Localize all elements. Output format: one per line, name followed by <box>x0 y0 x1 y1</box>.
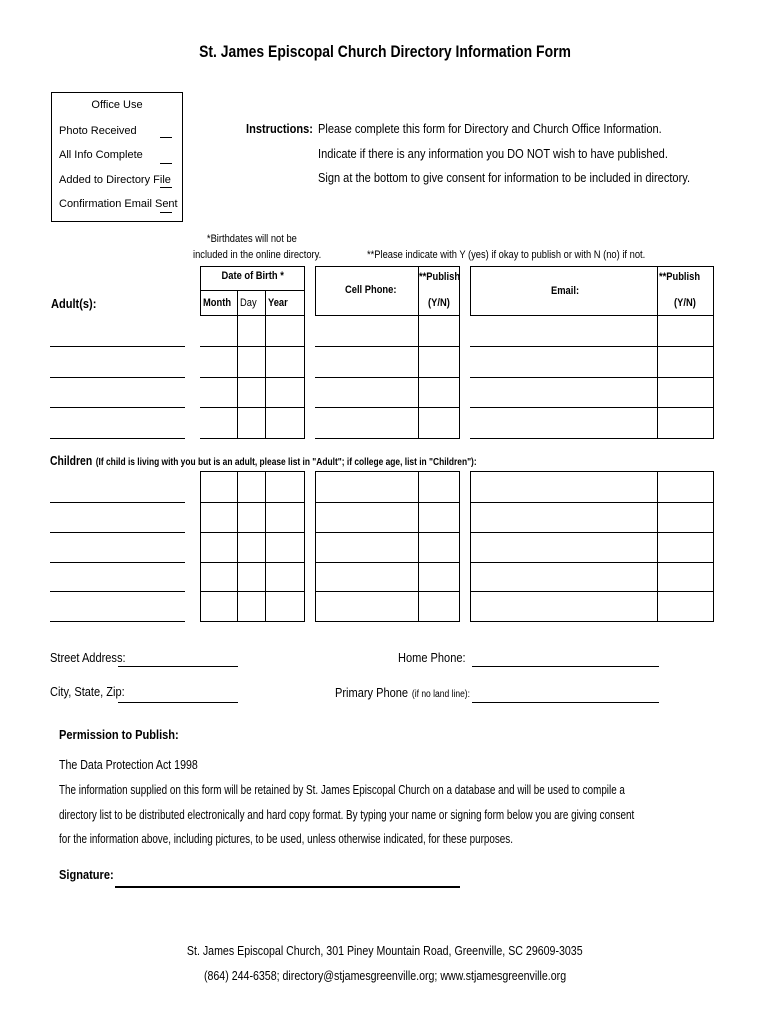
child-cell-field[interactable] <box>315 562 460 563</box>
email-header: Email: <box>551 285 580 297</box>
instructions-line-2: Indicate if there is any information you DO NOT wish to have published. <box>318 146 668 161</box>
adult-cell-field[interactable] <box>315 346 460 347</box>
month-header: Month <box>203 297 232 309</box>
child-email-field[interactable] <box>470 591 714 592</box>
office-check-added-to-directory[interactable] <box>160 187 172 188</box>
adults-label: Adult(s): <box>51 296 97 311</box>
permission-line-1: The information supplied on this form will be retained by St. James Episcopal Church on a database and will be used to compile a <box>59 783 625 797</box>
adult-cell-field[interactable] <box>315 438 460 439</box>
adult-cell-field[interactable] <box>315 377 460 378</box>
data-protection-act: The Data Protection Act 1998 <box>59 758 198 772</box>
adult-email-field[interactable] <box>470 407 714 408</box>
birthdate-note-2: included in the online directory. <box>193 249 322 261</box>
permission-line-2: directory list to be distributed electronically and hard copy format. By typing your name or signing form below you are giving consent <box>59 808 635 822</box>
permission-line-3: for the information above, including pictures, to be used, unless otherwise indicated, for these purposes. <box>59 832 513 846</box>
birthdate-note-1: *Birthdates will not be <box>207 233 297 245</box>
city-state-zip-label: City, State, Zip: <box>50 684 125 699</box>
child-dob-field[interactable] <box>200 562 305 563</box>
footer-contact: (864) 244-6358; directory@stjamesgreenville.org; www.stjamesgreenville.org <box>203 969 567 983</box>
adult-dob-field[interactable] <box>200 407 305 408</box>
child-cell-field[interactable] <box>315 591 460 592</box>
child-cell-field[interactable] <box>315 532 460 533</box>
signature-label: Signature: <box>59 867 114 882</box>
office-item-added-to-directory: Added to Directory File <box>59 174 171 186</box>
office-item-confirmation-email: Confirmation Email Sent <box>59 198 178 210</box>
office-item-all-info-complete: All Info Complete <box>59 149 143 161</box>
adult-name-field[interactable] <box>50 346 185 347</box>
dob-header: Date of Birth * <box>221 270 284 282</box>
child-name-field[interactable] <box>50 591 185 592</box>
city-state-zip-field[interactable] <box>118 702 238 703</box>
child-name-field[interactable] <box>50 532 185 533</box>
instructions-label: Instructions: <box>246 121 313 136</box>
publish-yn-2: (Y/N) <box>674 297 696 309</box>
adult-name-field[interactable] <box>50 377 185 378</box>
instructions-line-1: Please complete this form for Directory and Church Office Information. <box>318 121 662 136</box>
child-dob-field[interactable] <box>200 502 305 503</box>
office-item-photo-received: Photo Received <box>59 125 137 137</box>
primary-phone-label: Primary Phone (if no land line): <box>335 685 470 700</box>
signature-field[interactable] <box>115 886 460 888</box>
day-header: Day <box>240 297 257 309</box>
child-email-field[interactable] <box>470 562 714 563</box>
child-dob-field[interactable] <box>200 591 305 592</box>
adult-email-field[interactable] <box>470 346 714 347</box>
adult-email-field[interactable] <box>470 377 714 378</box>
child-name-field[interactable] <box>50 562 185 563</box>
office-use-header: Office Use <box>91 99 143 111</box>
publish-note: **Please indicate with Y (yes) if okay to publish or with N (no) if not. <box>367 249 646 261</box>
street-address-label: Street Address: <box>50 650 126 665</box>
adult-email-field[interactable] <box>470 438 714 439</box>
adult-name-field[interactable] <box>50 407 185 408</box>
child-email-field[interactable] <box>470 502 714 503</box>
office-check-all-info-complete[interactable] <box>160 163 172 164</box>
primary-phone-field[interactable] <box>472 702 659 703</box>
adult-dob-field[interactable] <box>200 377 305 378</box>
office-check-photo-received[interactable] <box>160 137 172 138</box>
adult-dob-field[interactable] <box>200 346 305 347</box>
child-cell-field[interactable] <box>315 502 460 503</box>
child-dob-field[interactable] <box>200 532 305 533</box>
office-use-box <box>51 92 183 222</box>
child-name-field[interactable] <box>50 621 185 622</box>
child-name-field[interactable] <box>50 502 185 503</box>
children-label: Children (If child is living with you but is an adult, please list in "Adult"; if college age, list in "Children"): <box>50 453 477 468</box>
street-address-field[interactable] <box>118 666 238 667</box>
office-check-confirmation-email[interactable] <box>160 212 172 213</box>
publish-header-2: **Publish <box>659 271 701 283</box>
home-phone-label: Home Phone: <box>398 650 466 665</box>
adult-name-field[interactable] <box>50 438 185 439</box>
home-phone-field[interactable] <box>472 666 659 667</box>
publish-yn-1: (Y/N) <box>428 297 450 309</box>
year-header: Year <box>268 297 288 309</box>
adult-dob-field[interactable] <box>200 438 305 439</box>
form-title: St. James Episcopal Church Directory Information Form <box>199 42 571 61</box>
child-email-field[interactable] <box>470 532 714 533</box>
adult-cell-field[interactable] <box>315 407 460 408</box>
instructions-line-3: Sign at the bottom to give consent for information to be included in directory. <box>318 170 691 185</box>
cell-phone-header: Cell Phone: <box>345 284 397 296</box>
footer-address: St. James Episcopal Church, 301 Piney Mountain Road, Greenville, SC 29609-3035 <box>187 944 583 958</box>
permission-heading: Permission to Publish: <box>59 727 179 742</box>
publish-header-1: **Publish <box>419 271 461 283</box>
